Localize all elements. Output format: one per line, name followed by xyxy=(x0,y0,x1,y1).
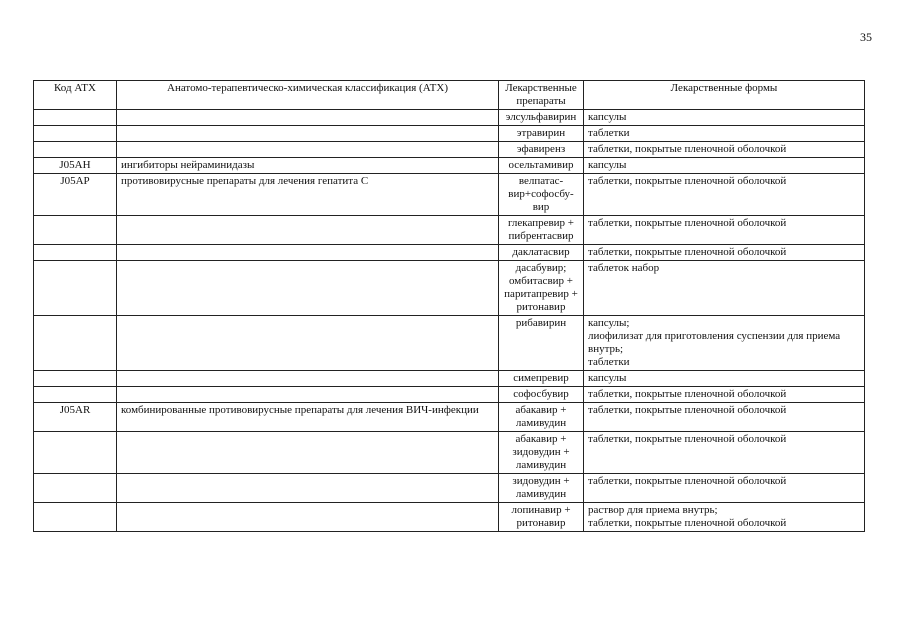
atx-code-cell xyxy=(34,503,117,532)
classification-cell xyxy=(117,371,499,387)
table-body xyxy=(34,110,865,532)
dosage-form-cell: капсулы xyxy=(584,110,865,126)
drug-name-cell: осельтамивир xyxy=(499,158,584,174)
classification-cell xyxy=(117,474,499,503)
atx-code-cell xyxy=(34,245,117,261)
dosage-form-cell: капсулы; лиофилизат для приготовления суспензии для приема внутрь; таблетки xyxy=(584,316,865,371)
drug-name-cell: абакавир + ламивудин xyxy=(499,403,584,432)
drug-name-cell: рибавирин xyxy=(499,316,584,371)
dosage-form-cell: таблетки, покрытые пленочной оболочкой xyxy=(584,432,865,474)
classification-cell: противовирусные препараты для лечения гепатита C xyxy=(117,174,499,216)
classification-cell: ингибиторы нейраминидазы xyxy=(117,158,499,174)
atx-code-cell xyxy=(34,316,117,371)
dosage-form-cell: раствор для приема внутрь; таблетки, покрытые пленочной оболочкой xyxy=(584,503,865,532)
atx-code-cell xyxy=(34,371,117,387)
table-row xyxy=(34,126,865,142)
table-row xyxy=(34,316,865,371)
atx-code-cell xyxy=(34,474,117,503)
dosage-form-cell: таблетки, покрытые пленочной оболочкой xyxy=(584,245,865,261)
dosage-form-cell: таблетки, покрытые пленочной оболочкой xyxy=(584,142,865,158)
classification-cell: комбинированные противовирусные препараты для лечения ВИЧ-инфекции xyxy=(117,403,499,432)
drug-name-cell: даклатасвир xyxy=(499,245,584,261)
drug-name-cell: абакавир + зидовудин + ламивудин xyxy=(499,432,584,474)
classification-cell xyxy=(117,245,499,261)
classification-cell xyxy=(117,316,499,371)
table-row xyxy=(34,387,865,403)
classification-cell xyxy=(117,387,499,403)
header-classification: Анатомо-терапевтическо-химическая классификация (АТХ) xyxy=(117,81,499,110)
drug-name-cell: лопинавир + ритонавир xyxy=(499,503,584,532)
drug-name-cell: симепревир xyxy=(499,371,584,387)
classification-cell xyxy=(117,110,499,126)
classification-cell xyxy=(117,216,499,245)
drug-name-cell: эфавиренз xyxy=(499,142,584,158)
dosage-form-cell: таблетки, покрытые пленочной оболочкой xyxy=(584,403,865,432)
drug-name-cell: этравирин xyxy=(499,126,584,142)
table-row xyxy=(34,245,865,261)
table-row xyxy=(34,371,865,387)
atx-drug-table xyxy=(33,80,865,532)
table-row xyxy=(34,432,865,474)
table-row xyxy=(34,403,865,432)
table-row xyxy=(34,110,865,126)
dosage-form-cell: таблетки, покрытые пленочной оболочкой xyxy=(584,474,865,503)
atx-code-cell xyxy=(34,110,117,126)
atx-code-cell: J05AP xyxy=(34,174,117,216)
table-row xyxy=(34,142,865,158)
table-row xyxy=(34,261,865,316)
header-code: Код АТХ xyxy=(34,81,117,110)
dosage-form-cell: таблетки, покрытые пленочной оболочкой xyxy=(584,216,865,245)
drug-name-cell: дасабувир; омбитасвир + паритапревир + ритонавир xyxy=(499,261,584,316)
table-row xyxy=(34,174,865,216)
atx-code-cell xyxy=(34,432,117,474)
dosage-form-cell: таблеток набор xyxy=(584,261,865,316)
dosage-form-cell: капсулы xyxy=(584,158,865,174)
header-drugs: Лекарственные препараты xyxy=(499,81,584,110)
atx-code-cell: J05AR xyxy=(34,403,117,432)
page-number: 35 xyxy=(860,30,872,44)
table-row xyxy=(34,158,865,174)
atx-code-cell xyxy=(34,216,117,245)
table-row xyxy=(34,503,865,532)
classification-cell xyxy=(117,126,499,142)
atx-code-cell xyxy=(34,387,117,403)
classification-cell xyxy=(117,432,499,474)
dosage-form-cell: капсулы xyxy=(584,371,865,387)
drug-name-cell: софосбувир xyxy=(499,387,584,403)
atx-code-cell: J05AH xyxy=(34,158,117,174)
drug-name-cell: велпатас-вир+софосбу-вир xyxy=(499,174,584,216)
drug-name-cell: глекапревир + пибрентасвир xyxy=(499,216,584,245)
drug-name-cell: элсульфавирин xyxy=(499,110,584,126)
atx-code-cell xyxy=(34,126,117,142)
table-row xyxy=(34,474,865,503)
dosage-form-cell: таблетки xyxy=(584,126,865,142)
atx-code-cell xyxy=(34,261,117,316)
drug-name-cell: зидовудин + ламивудин xyxy=(499,474,584,503)
dosage-form-cell: таблетки, покрытые пленочной оболочкой xyxy=(584,387,865,403)
classification-cell xyxy=(117,503,499,532)
atx-code-cell xyxy=(34,142,117,158)
dosage-form-cell: таблетки, покрытые пленочной оболочкой xyxy=(584,174,865,216)
classification-cell xyxy=(117,261,499,316)
classification-cell xyxy=(117,142,499,158)
header-forms: Лекарственные формы xyxy=(584,81,865,110)
table-header-row xyxy=(34,81,865,110)
table-row xyxy=(34,216,865,245)
